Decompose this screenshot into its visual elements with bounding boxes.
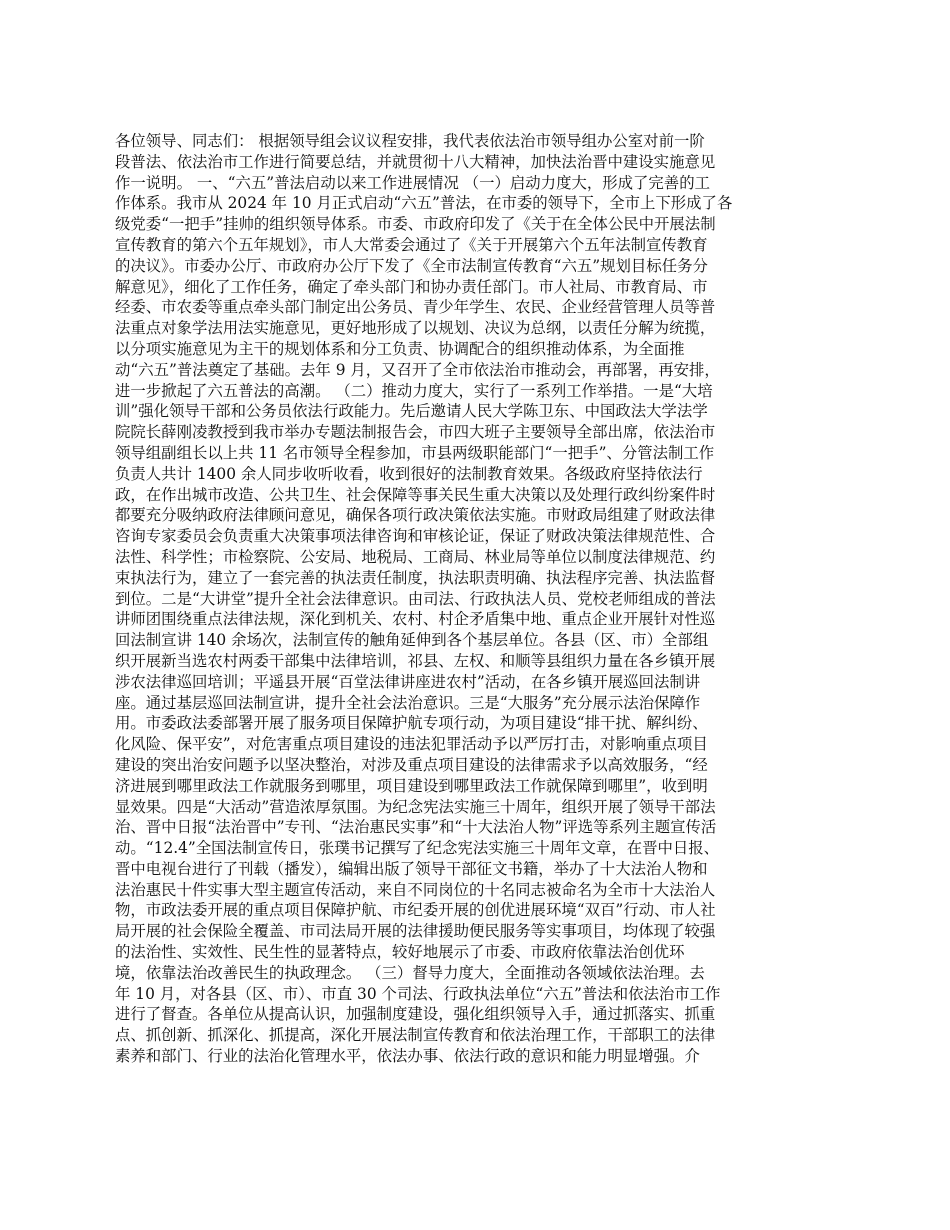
body-text [115, 131, 845, 1067]
text-line: 解意见》，细化了工作任务，确定了牵头部门和协办责任部门。市人社局、市教育局、市 [115, 277, 708, 296]
text-line: 级党委“一把手”挂帅的组织领导体系。市委、市政府印发了《关于在全体公民中开展法制 [115, 215, 716, 234]
text-line: 年 10 月，对各县（区、市）、市直 30 个司法、行政执法单位“六五”普法和依法治市工作 [115, 984, 721, 1003]
text-line: 的法治性、实效性、民生性的显著特点，较好地展示了市委、市政府依靠法治创优环 [115, 943, 685, 962]
text-line: 到位。二是“大讲堂”提升全社会法律意识。由司法、行政执法人员、党校老师组成的普法 [115, 589, 716, 608]
text-line: 经委、市农委等重点牵头部门制定出公务员、青少年学生、农民、企业经营管理人员等普 [115, 298, 716, 317]
text-line: 座。通过基层巡回法制宣讲，提升全社会法治意识。三是“大服务”充分展示法治保障作 [115, 693, 701, 712]
text-line: 段普法、依法治市工作进行简要总结，并就贯彻十八大精神，加快法治晋中建设实施意见 [115, 152, 716, 171]
text-line: 作体系。我市从 2024 年 10 月正式启动“六五”普法，在市委的领导下，全市上下形成了各 [115, 194, 733, 213]
text-line: 法重点对象学法用法实施意见，更好地形成了以规划、决议为总纲，以责任分解为统揽， [115, 319, 716, 338]
text-line: 政，在作出城市改造、公共卫生、社会保障等事关民生重大决策以及处理行政纠纷案件时 [115, 485, 716, 504]
text-line: 作一说明。 一、“六五”普法启动以来工作进展情况 （一）启动力度大，形成了完善的工 [115, 173, 710, 192]
text-line: 动。“12.4”全国法制宣传日，张璞书记撰写了纪念宪法实施三十周年文章，在晋中日报、 [115, 839, 720, 858]
text-line: 回法制宣讲 140 余场次，法制宣传的触角延伸到各个基层单位。各县（区、市）全部组 [115, 631, 709, 650]
text-line: 显效果。四是“大活动”营造浓厚氛围。为纪念宪法实施三十周年，组织开展了领导干部法 [115, 797, 716, 816]
text-line: 以分项实施意见为主干的规划体系和分工负责、协调配合的组织推动体系，为全面推 [115, 339, 685, 358]
text-line: 各位领导、同志们： 根据领导组会议议程安排，我代表依法治市领导组办公室对前一阶 [115, 132, 705, 150]
text-line: 法性、科学性；市检察院、公安局、地税局、工商局、林业局等单位以制度法律规范、约 [115, 547, 716, 566]
text-line: 训”强化领导干部和公务员依法行政能力。先后邀请人民大学陈卫东、中国政法大学法学 [115, 402, 708, 421]
text-line: 动“六五”普法奠定了基础。去年 9 月，又召开了全市依法治市推动会，再部署，再安排， [115, 360, 720, 379]
text-line: 点、抓创新、抓深化、抓提高，深化开展法制宣传教育和依法治理工作，干部职工的法律 [115, 1026, 716, 1045]
text-line: 治、晋中日报“法治晋中”专刊、“法治惠民实事”和“十大法治人物”评选等系列主题宣传活 [115, 818, 717, 837]
text-line: 素养和部门、行业的法治化管理水平，依法办事、依法行政的意识和能力明显增强。介 [115, 1047, 700, 1066]
text-line: 济进展到哪里政法工作就服务到哪里，项目建设到哪里政法工作就保障到哪里”，收到明 [115, 776, 708, 795]
text-line: 用。市委政法委部署开展了服务项目保障护航专项行动，为项目建设“排干扰、解纠纷、 [115, 714, 708, 733]
text-line: 束执法行为，建立了一套完善的执法责任制度，执法职责明确、执法程序完善、执法监督 [115, 568, 716, 587]
text-line: 物，市政法委开展的重点项目保障护航、市纪委开展的创优进展环境“双百”行动、市人社 [115, 901, 716, 920]
text-line: 境，依靠法治改善民生的执政理念。 （三）督导力度大，全面推动各领域依法治理。去 [115, 963, 705, 982]
text-line: 局开展的社会保险全覆盖、市司法局开展的法律援助便民服务等实事项目，均体现了较强 [115, 922, 716, 941]
text-line: 进行了督查。各单位从提高认识，加强制度建设，强化组织领导入手，通过抓落实、抓重 [115, 1005, 716, 1024]
text-line: 化风险、保平安”，对危害重点项目建设的违法犯罪活动予以严厉打击，对影响重点项目 [115, 735, 708, 754]
text-line: 晋中电视台进行了刊载（播发），编辑出版了领导干部征文书籍，举办了十大法治人物和 [115, 859, 708, 878]
text-line: 宣传教育的第六个五年规划》，市人大常委会通过了《关于开展第六个五年法制宣传教育 [115, 235, 708, 254]
text-line: 领导组副组长以上共 11 名市领导全程参加，市县两级职能部门“一把手”、分管法制工作 [115, 443, 715, 462]
text-line: 院院长薛刚凌教授到我市举办专题法制报告会，市四大班子主要领导全部出席，依法治市 [115, 423, 716, 442]
text-line: 涉农法律巡回培训；平遥县开展“百堂法律讲座进农村”活动，在各乡镇开展巡回法制讲 [115, 672, 701, 691]
text-line: 进一步掀起了六五普法的高潮。 （二）推动力度大，实行了一系列工作举措。一是“大培 [115, 381, 713, 400]
text-line: 织开展新当选农村两委干部集中法律培训，祁县、左权、和顺等县组织力量在各乡镇开展 [115, 651, 716, 670]
text-line: 的决议》。市委办公厅、市政府办公厅下发了《全市法制宣传教育“六五”规划目标任务分 [115, 256, 708, 275]
text-line: 法治惠民十件实事大型主题宣传活动，来自不同岗位的十名同志被命名为全市十大法治人 [115, 880, 716, 899]
text-line: 负责人共计 1400 余人同步收听收看，收到很好的法制教育效果。各级政府坚持依法行 [115, 464, 703, 483]
text-line: 讲师团围绕重点法律法规，深化到机关、农村、村企矛盾集中地、重点企业开展针对性巡 [115, 610, 716, 629]
text-line: 都要充分吸纳政府法律顾问意见，确保各项行政决策依法实施。市财政局组建了财政法律 [115, 506, 716, 525]
text-line: 咨询专家委员会负责重大决策事项法律咨询和审核论证，保证了财政决策法律规范性、合 [115, 527, 716, 546]
text-line: 建设的突出治安问题予以坚决整治，对涉及重点项目建设的法律需求予以高效服务，“经 [115, 755, 708, 774]
